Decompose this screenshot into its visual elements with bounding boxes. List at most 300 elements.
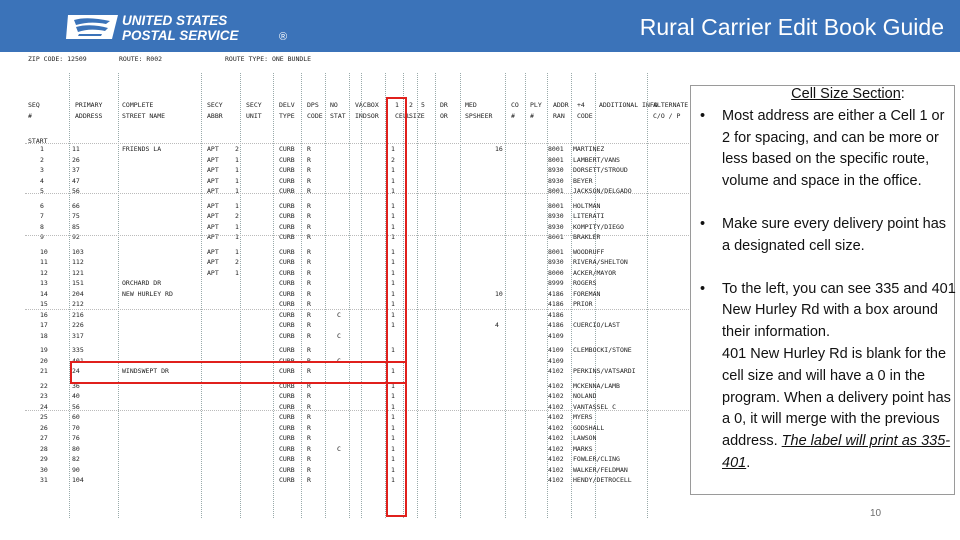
table-cell: 6 xyxy=(40,201,44,210)
table-cell: CURB xyxy=(279,434,295,442)
table-cell: CURB xyxy=(279,300,295,308)
table-cell: 8001 xyxy=(548,201,564,210)
column-header: ALTERNATE xyxy=(653,101,689,109)
highlight-box-cell-size xyxy=(386,97,407,517)
table-cell: 22 xyxy=(40,381,48,390)
table-cell: ORCHARD DR xyxy=(122,279,162,287)
column-subheader: IND xyxy=(355,112,367,120)
table-cell: C xyxy=(337,331,341,340)
bullet-text: To the left, you can see 335 and 401 New Hurley Rd with a box around their information. xyxy=(722,280,956,341)
table-cell: 2 xyxy=(235,212,239,220)
table-cell: 4102 xyxy=(548,402,564,411)
table-cell: R xyxy=(307,187,311,195)
table-cell: 2 xyxy=(235,145,239,153)
table-cell: 1 xyxy=(235,187,239,195)
table-cell: 1 xyxy=(391,166,395,174)
table-cell: VANTASSEL C xyxy=(573,402,617,411)
table-cell: 70 xyxy=(72,423,80,432)
table-cell: 7 xyxy=(40,212,44,220)
table-cell: 1 xyxy=(391,321,395,329)
table-cell: WINDSWEPT DR xyxy=(122,367,169,375)
table-cell: CURB xyxy=(279,444,295,453)
table-cell: KOMPITY/DIEGO xyxy=(573,222,624,231)
table-row xyxy=(25,321,705,330)
table-cell: WALKER/FELDMAN xyxy=(573,465,628,474)
table-cell: C xyxy=(337,310,341,319)
table-cell: 2 xyxy=(235,258,239,266)
table-cell: R xyxy=(307,212,311,220)
table-cell: 4102 xyxy=(548,465,564,474)
table-cell: R xyxy=(307,145,311,153)
table-cell: DORSETT/STROUD xyxy=(573,166,628,174)
bullet-designated-cell xyxy=(700,214,956,258)
table-cell: 226 xyxy=(72,321,84,329)
table-cell: CURB xyxy=(279,392,295,400)
table-cell: 8001 xyxy=(548,187,564,195)
table-cell: ACKER/MAYOR xyxy=(573,268,617,277)
column-subheader: OR xyxy=(440,112,448,120)
table-cell: CURB xyxy=(279,222,295,231)
table-cell: R xyxy=(307,289,311,298)
table-cell: R xyxy=(307,222,311,231)
table-cell: FRIENDS LA xyxy=(122,145,162,153)
table-cell: R xyxy=(307,321,311,329)
table-row xyxy=(25,258,705,267)
table-cell: APT xyxy=(207,233,219,241)
table-cell: R xyxy=(307,331,311,340)
table-cell: 4109 xyxy=(548,356,564,365)
start-label: START xyxy=(28,137,48,145)
column-header: VAC xyxy=(355,101,367,109)
edit-book-scan xyxy=(25,55,705,520)
table-cell: 11 xyxy=(72,145,80,153)
table-row xyxy=(25,445,705,454)
table-cell: APT xyxy=(207,166,219,174)
table-cell: R xyxy=(307,310,311,319)
table-cell: 47 xyxy=(72,176,80,185)
table-cell: 1 xyxy=(391,310,395,319)
table-cell: C xyxy=(337,356,341,365)
table-cell: 82 xyxy=(72,455,80,463)
bullet-cell-spacing xyxy=(700,106,956,193)
table-cell: CURB xyxy=(279,176,295,185)
table-cell: 335 xyxy=(72,346,84,354)
table-cell: WOODRUFF xyxy=(573,247,605,256)
table-cell: CURB xyxy=(279,321,295,329)
table-cell: 4102 xyxy=(548,381,564,390)
table-cell: NOLAND xyxy=(573,392,597,400)
column-header: SEQ xyxy=(28,101,40,109)
table-cell: 1 xyxy=(391,176,395,185)
table-cell: 1 xyxy=(391,300,395,308)
table-cell: APT xyxy=(207,145,219,153)
table-cell: CURB xyxy=(279,310,295,319)
cell-size-title-colon: : xyxy=(900,86,905,102)
table-cell: 17 xyxy=(40,321,48,329)
table-cell: 212 xyxy=(72,300,84,308)
column-subheader: # xyxy=(28,112,32,120)
table-cell: 1 xyxy=(391,201,395,210)
table-cell: 4109 xyxy=(548,346,564,354)
table-cell: 1 xyxy=(391,247,395,256)
column-subheader: ADDRESS xyxy=(75,112,103,120)
table-cell: 1 xyxy=(391,402,395,411)
column-subheader: SIZE xyxy=(409,112,425,120)
table-cell: CURB xyxy=(279,465,295,474)
column-subheader: # xyxy=(530,112,534,120)
table-cell: 4 xyxy=(495,321,499,329)
bullet-period: . xyxy=(746,454,751,471)
table-cell: MARTINEZ xyxy=(573,145,605,153)
table-row xyxy=(25,156,705,165)
table-cell: APT xyxy=(207,187,219,195)
row-rule xyxy=(25,143,705,144)
table-cell: 1 xyxy=(391,381,395,390)
callout-text xyxy=(700,84,956,475)
table-cell: 8930 xyxy=(548,166,564,174)
table-cell: 8930 xyxy=(548,258,564,266)
table-cell: 216 xyxy=(72,310,84,319)
bullet-dot: • xyxy=(700,215,706,232)
column-header: 2 xyxy=(409,101,413,109)
table-cell: RIVERA/SHELTON xyxy=(573,258,628,266)
table-cell: APT xyxy=(207,258,219,266)
table-cell: 36 xyxy=(72,381,80,390)
table-cell: 1 xyxy=(391,455,395,463)
table-row xyxy=(25,346,705,355)
table-cell: 1 xyxy=(235,201,239,210)
table-cell: 8000 xyxy=(548,268,564,277)
column-header: ADDITIONAL INFO xyxy=(599,101,658,109)
table-cell: CURB xyxy=(279,356,295,365)
table-cell: 15 xyxy=(40,300,48,308)
logo-line2: POSTAL SERVICE xyxy=(122,28,239,43)
table-cell: 85 xyxy=(72,222,80,231)
table-row xyxy=(25,311,705,320)
table-cell: R xyxy=(307,258,311,266)
column-header: PLY xyxy=(530,101,542,109)
table-cell: 1 xyxy=(235,222,239,231)
table-cell: R xyxy=(307,166,311,174)
table-cell: 4102 xyxy=(548,367,564,375)
table-cell: CURB xyxy=(279,413,295,421)
row-rule xyxy=(25,235,705,236)
table-cell: 60 xyxy=(72,413,80,421)
table-cell: R xyxy=(307,247,311,256)
column-header: DR xyxy=(440,101,448,109)
table-cell: FOREMAN xyxy=(573,289,601,298)
column-header: SECY xyxy=(246,101,262,109)
column-header: ADDR xyxy=(553,101,569,109)
table-cell: R xyxy=(307,356,311,365)
route-type: ROUTE TYPE: ONE BUNDLE xyxy=(225,55,312,63)
table-cell: 3 xyxy=(40,166,44,174)
table-cell: 1 xyxy=(235,155,239,164)
table-cell: APT xyxy=(207,222,219,231)
table-row xyxy=(25,187,705,196)
table-cell: 23 xyxy=(40,392,48,400)
bullet-example xyxy=(700,279,956,475)
column-subheader: STREET NAME xyxy=(122,112,166,120)
table-cell: BRAKLER xyxy=(573,233,601,241)
table-cell: FOWLER/CLING xyxy=(573,455,620,463)
table-cell: 18 xyxy=(40,331,48,340)
row-rule xyxy=(25,193,705,194)
table-cell: 8001 xyxy=(548,233,564,241)
table-cell: R xyxy=(307,423,311,432)
bullet-dot: • xyxy=(700,107,706,124)
column-subheader: # xyxy=(511,112,515,120)
table-cell: 16 xyxy=(495,145,503,153)
usps-eagle-logo-icon xyxy=(66,11,296,43)
table-cell: PERKINS/VATSARDI xyxy=(573,367,636,375)
table-cell: R xyxy=(307,233,311,241)
table-cell: 1 xyxy=(391,434,395,442)
table-cell: 401 xyxy=(72,356,84,365)
column-header: 5 xyxy=(421,101,425,109)
table-cell: 4186 xyxy=(548,321,564,329)
table-cell: 4102 xyxy=(548,423,564,432)
table-cell: R xyxy=(307,434,311,442)
table-cell: 4 xyxy=(40,176,44,185)
table-cell: 8999 xyxy=(548,279,564,287)
column-subheader: UNIT xyxy=(246,112,262,120)
table-cell: 1 xyxy=(391,367,395,375)
table-cell: 4186 xyxy=(548,310,564,319)
table-cell: 31 xyxy=(40,476,48,484)
column-header: DPS xyxy=(307,101,319,109)
table-cell: CURB xyxy=(279,212,295,220)
table-cell: CURB xyxy=(279,145,295,153)
table-cell: 16 xyxy=(40,310,48,319)
table-cell: 4186 xyxy=(548,300,564,308)
bullet-text: Most address are either a Cell 1 or 2 for spacing, and can be more or less based on the specific route, volume and space in the office. xyxy=(722,107,945,190)
cell-size-title-text: Cell Size Section xyxy=(791,86,901,102)
bullet-dot: • xyxy=(700,280,706,297)
table-row xyxy=(25,202,705,211)
table-cell: 90 xyxy=(72,465,80,474)
table-cell: 1 xyxy=(391,187,395,195)
table-cell: R xyxy=(307,402,311,411)
table-cell: CURB xyxy=(279,402,295,411)
table-cell: APT xyxy=(207,155,219,164)
table-cell: 27 xyxy=(40,434,48,442)
bullet-text: Make sure every delivery point has a designated cell size. xyxy=(722,215,947,254)
table-cell: 4102 xyxy=(548,455,564,463)
page-number: 10 xyxy=(870,508,882,519)
table-cell: CLEMBOCKI/STONE xyxy=(573,346,632,354)
table-cell: 1 xyxy=(391,233,395,241)
table-cell: 29 xyxy=(40,455,48,463)
row-rule xyxy=(25,410,705,411)
table-cell: MYERS xyxy=(573,413,593,421)
table-cell: CURB xyxy=(279,346,295,354)
table-cell: R xyxy=(307,201,311,210)
table-row xyxy=(25,177,705,186)
doc-header-line xyxy=(25,55,705,95)
column-header: 1 xyxy=(395,101,399,109)
cell-size-title xyxy=(740,84,956,106)
table-cell: R xyxy=(307,392,311,400)
table-cell: CURB xyxy=(279,476,295,484)
table-cell: 12 xyxy=(40,268,48,277)
table-cell: R xyxy=(307,381,311,390)
table-cell: 4102 xyxy=(548,392,564,400)
table-cell: 9 xyxy=(40,233,44,241)
table-cell: 75 xyxy=(72,212,80,220)
table-cell: APT xyxy=(207,176,219,185)
table-cell: 24 xyxy=(40,402,48,411)
table-cell: 2 xyxy=(40,155,44,164)
row-rule xyxy=(25,309,705,310)
table-cell: R xyxy=(307,268,311,277)
table-cell: 317 xyxy=(72,331,84,340)
usps-logo xyxy=(66,11,296,43)
table-cell: 151 xyxy=(72,279,84,287)
table-cell: 21 xyxy=(40,367,48,375)
zip-code: ZIP CODE: 12509 xyxy=(28,55,87,63)
table-cell: 8001 xyxy=(548,155,564,164)
table-cell: CURB xyxy=(279,423,295,432)
table-cell: 92 xyxy=(72,233,80,241)
column-subheader: CODE xyxy=(577,112,593,120)
logo-registered-mark: ® xyxy=(279,31,288,43)
table-cell: HENDY/DETROCELL xyxy=(573,476,632,484)
table-cell: 121 xyxy=(72,268,84,277)
table-row xyxy=(25,392,705,401)
column-subheader: SPSHEER xyxy=(465,112,493,120)
column-header: NO xyxy=(330,101,338,109)
table-cell: LAMBERT/VANS xyxy=(573,155,620,164)
column-subheader: CELL xyxy=(395,112,411,120)
column-header: +4 xyxy=(577,101,585,109)
column-subheader: STAT xyxy=(330,112,346,120)
table-cell: 112 xyxy=(72,258,84,266)
table-cell: 4102 xyxy=(548,476,564,484)
table-cell: MCKENNA/LAMB xyxy=(573,381,620,390)
table-cell: 1 xyxy=(391,289,395,298)
table-cell: CURB xyxy=(279,247,295,256)
table-cell: ROGERS xyxy=(573,279,597,287)
table-cell: R xyxy=(307,465,311,474)
table-cell: 37 xyxy=(72,166,80,174)
table-cell: APT xyxy=(207,268,219,277)
table-cell: R xyxy=(307,279,311,287)
table-cell: APT xyxy=(207,201,219,210)
table-row xyxy=(25,248,705,257)
table-cell: CUERCIO/LAST xyxy=(573,321,620,329)
table-cell: 1 xyxy=(391,392,395,400)
table-cell: R xyxy=(307,300,311,308)
table-cell: CURB xyxy=(279,258,295,266)
table-cell: R xyxy=(307,476,311,484)
table-cell: 104 xyxy=(72,476,84,484)
column-subheader: C/O / P xyxy=(653,112,681,120)
table-cell: R xyxy=(307,155,311,164)
table-row xyxy=(25,279,705,288)
table-cell: 1 xyxy=(235,166,239,174)
table-cell: JACKSON/DELGADO xyxy=(573,187,632,195)
table-cell: 1 xyxy=(391,423,395,432)
table-cell: 1 xyxy=(391,413,395,421)
table-cell: CURB xyxy=(279,166,295,174)
label-print-note: The label will print as 335-401 xyxy=(722,433,951,471)
table-cell: CURB xyxy=(279,233,295,241)
table-cell: 10 xyxy=(40,247,48,256)
column-header: BOX xyxy=(367,101,379,109)
table-cell: 1 xyxy=(391,145,395,153)
bullet-text-merge: 401 New Hurley Rd is blank for the cell size and will have a 0 in the program. When a delivery point has a 0, it will merge with the previous address. xyxy=(722,345,951,450)
table-cell: 80 xyxy=(72,444,80,453)
table-cell: CURB xyxy=(279,201,295,210)
table-cell: 4186 xyxy=(548,289,564,298)
table-cell: 1 xyxy=(391,346,395,354)
column-header: SECY xyxy=(207,101,223,109)
table-cell: R xyxy=(307,367,311,375)
table-cell: 5 xyxy=(40,187,44,195)
table-cell: 40 xyxy=(72,392,80,400)
column-subheader: SOR xyxy=(367,112,379,120)
table-cell: 26 xyxy=(40,423,48,432)
table-cell: 10 xyxy=(495,289,503,298)
table-cell: 1 xyxy=(235,233,239,241)
table-cell: 1 xyxy=(391,476,395,484)
logo-line1: UNITED STATES xyxy=(122,13,228,28)
table-row xyxy=(25,212,705,221)
table-cell: 56 xyxy=(72,402,80,411)
table-cell: 4102 xyxy=(548,413,564,421)
table-cell: 1 xyxy=(391,465,395,474)
table-cell: 24 xyxy=(72,367,80,375)
table-row xyxy=(25,476,705,485)
table-cell: HOLTMAN xyxy=(573,201,601,210)
table-cell: 30 xyxy=(40,465,48,474)
table-cell: 1 xyxy=(391,222,395,231)
table-cell: CURB xyxy=(279,381,295,390)
column-header: PRIMARY xyxy=(75,101,103,109)
table-cell: 28 xyxy=(40,444,48,453)
table-cell: MARKS xyxy=(573,444,593,453)
table-cell: 1 xyxy=(391,444,395,453)
table-cell: 4109 xyxy=(548,331,564,340)
column-header: COMPLETE xyxy=(122,101,154,109)
table-cell: 8930 xyxy=(548,212,564,220)
table-cell: PRIOR xyxy=(573,300,593,308)
column-header: CO xyxy=(511,101,519,109)
table-cell: LITERATI xyxy=(573,212,605,220)
table-row xyxy=(25,332,705,341)
table-row xyxy=(25,269,705,278)
column-subheader: CODE xyxy=(307,112,323,120)
table-cell: CURB xyxy=(279,289,295,298)
table-cell: 56 xyxy=(72,187,80,195)
table-cell: R xyxy=(307,444,311,453)
table-cell: 8930 xyxy=(548,176,564,185)
table-cell: 1 xyxy=(235,268,239,277)
table-cell: 8001 xyxy=(548,145,564,153)
route-number: ROUTE: R002 xyxy=(119,55,163,63)
slide-title: Rural Carrier Edit Book Guide xyxy=(639,14,944,40)
table-cell: R xyxy=(307,455,311,463)
table-row xyxy=(25,145,705,154)
table-cell: 8 xyxy=(40,222,44,231)
table-cell: 19 xyxy=(40,346,48,354)
table-cell: CURB xyxy=(279,455,295,463)
table-cell: CURB xyxy=(279,187,295,195)
table-cell: 66 xyxy=(72,201,80,210)
table-cell: 14 xyxy=(40,289,48,298)
table-cell: 2 xyxy=(391,155,395,164)
